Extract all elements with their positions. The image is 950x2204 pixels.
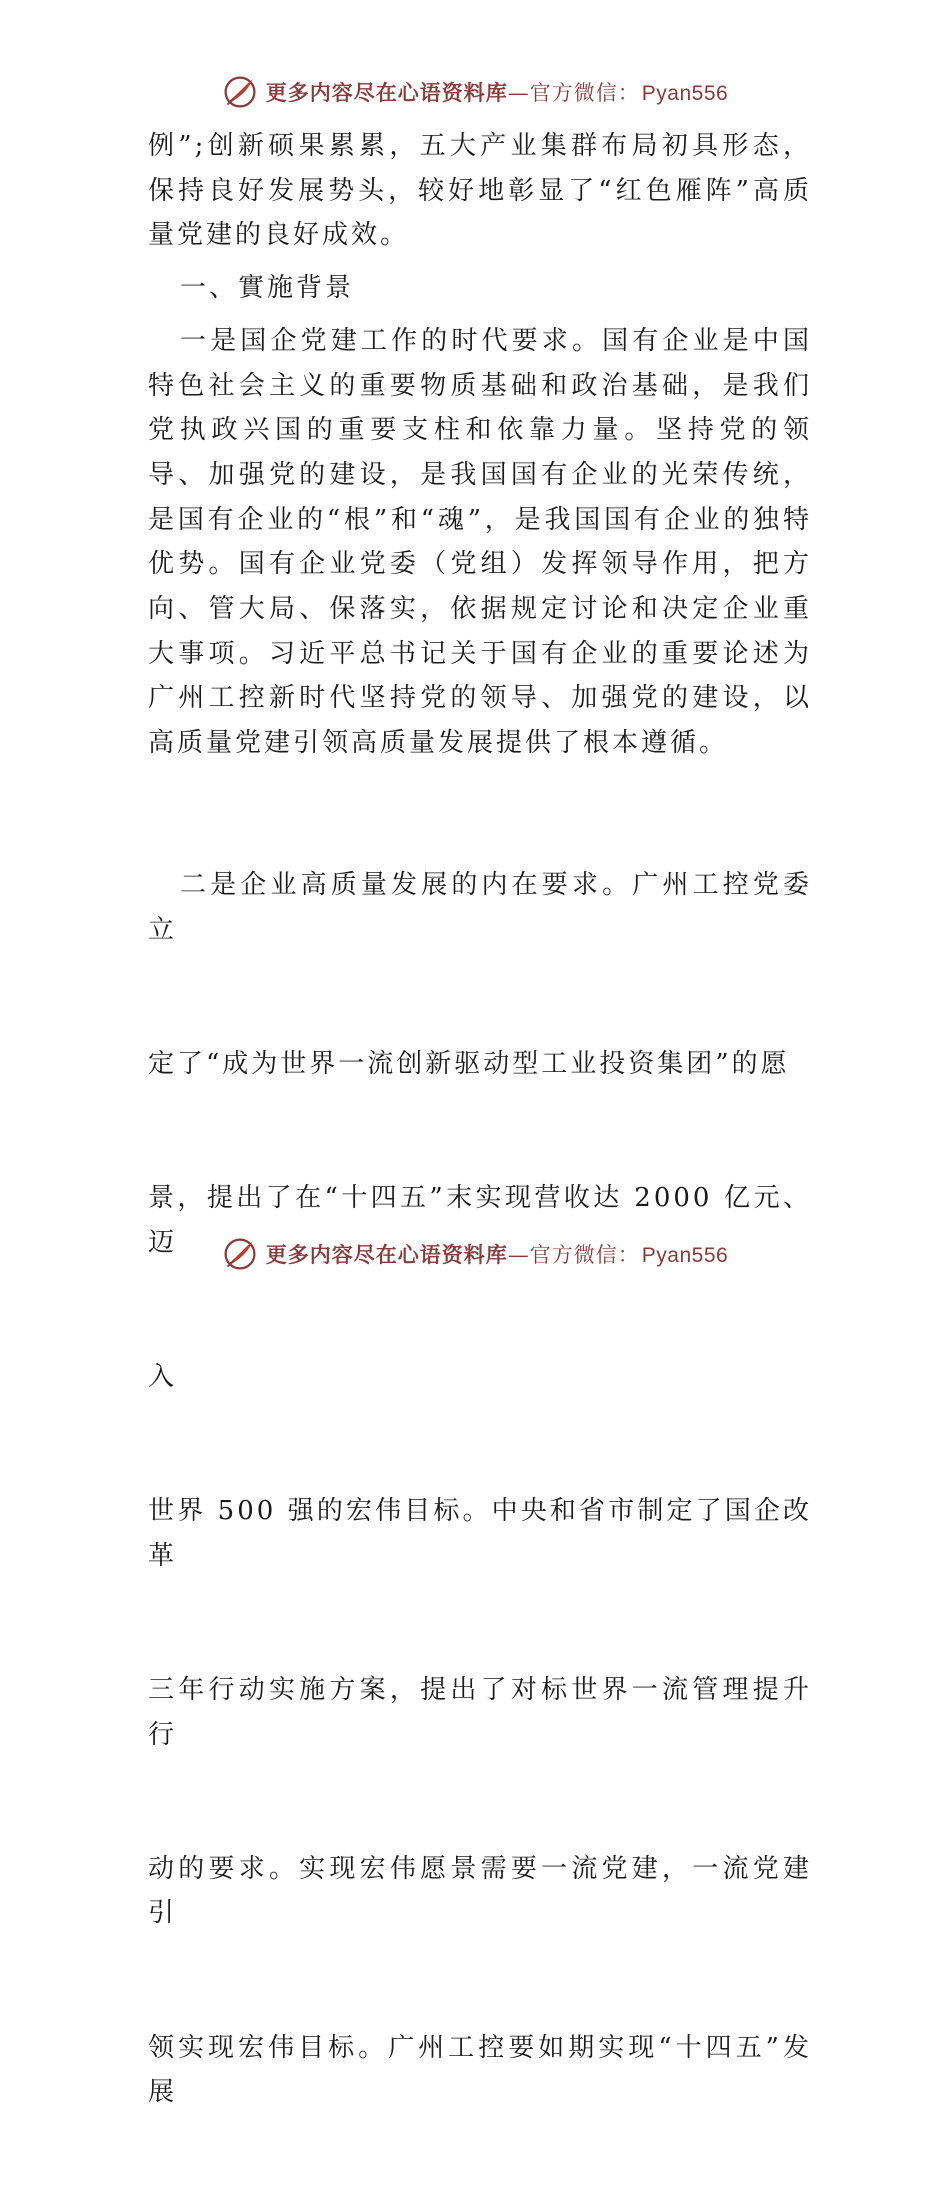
paragraph-2 <box>148 774 812 2204</box>
document-body <box>148 124 812 2204</box>
paragraph-2-line: 入 <box>148 1361 178 1392</box>
watermark-footer <box>0 1232 950 1276</box>
watermark-label: 官方微信： <box>529 1243 640 1267</box>
watermark-label: 官方微信： <box>529 81 640 105</box>
watermark-id: Pyan556 <box>641 1244 729 1267</box>
quill-logo-icon <box>222 1236 258 1272</box>
watermark-header <box>0 70 950 114</box>
paragraph-2-line: 景，提出了在“十四五”末实现营收达 2000 亿元、迈 <box>148 1183 812 1258</box>
paragraph-2-line: 二是企业高质量发展的内在要求。广州工控党委立 <box>148 870 812 945</box>
paragraph-2-line: 定了“成为世界一流创新驱动型工业投资集团”的愿 <box>148 1049 790 1080</box>
paragraph-2-line: 三年行动实施方案，提出了对标世界一流管理提升行 <box>148 1674 812 1750</box>
watermark-site-name: 更多内容尽在心语资料库 <box>265 80 508 105</box>
watermark-separator: — <box>507 81 530 105</box>
watermark-separator: — <box>507 1243 530 1267</box>
paragraph-2-line: 动的要求。实现宏伟愿景需要一流党建，一流党建引 <box>148 1853 812 1929</box>
paragraph-2-line: 世界 500 强的宏伟目标。中央和省市制定了国企改革 <box>148 1496 812 1571</box>
watermark-site-name: 更多内容尽在心语资料库 <box>265 1242 508 1267</box>
paragraph-1: 一是国企党建工作的时代要求。国有企业是中国特色社会主义的重要物质基础和政治基础，是我们党执政兴国的重要支柱和依靠力量。坚持党的领导、加强党的建设，是我国国有企业的光荣传统，是国有企业的“根”和“魂”，是我国国有企业的独特优势。国有企业党委（党组）发挥领导作用，把方向、管大局、保落实，依据规定讨论和决定企业重大事项。习近平总书记关于国有企业的重要论述为广州工控新时代坚持党的领导、加强党的建设，以高质量党建引领高质量发展提供了根本遵循。 <box>148 325 812 759</box>
section-heading: 一、實施背景 <box>180 273 355 304</box>
lead-paragraph: 例”;创新硕果累累，五大产业集群布局初具形态，保持良好发展势头，较好地彰显了“红色雁阵”高质量党建的良好成效。 <box>148 131 812 251</box>
paragraph-2-line: 领实现宏伟目标。广州工控要如期实现“十四五”发展 <box>148 2032 812 2108</box>
watermark-id: Pyan556 <box>641 82 729 105</box>
quill-logo-icon <box>222 74 258 110</box>
